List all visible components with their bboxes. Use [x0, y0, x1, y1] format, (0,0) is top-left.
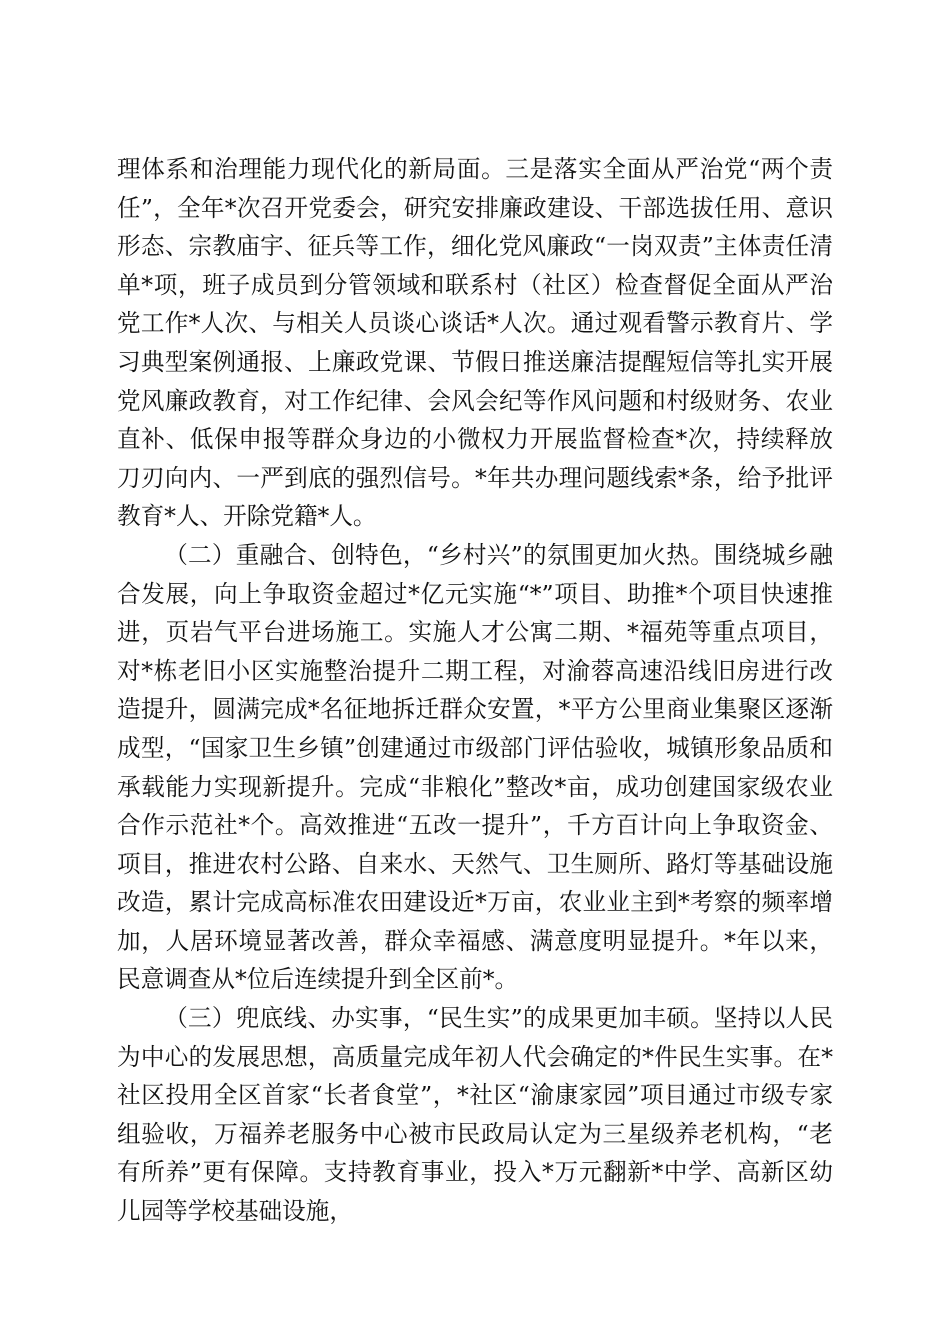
document-body [117, 150, 833, 1231]
paragraph-continuation: 理体系和治理能力现代化的新局面。三是落实全面从严治党“两个责任”，全年*次召开党委会，研究安排廉政建设、干部选拔任用、意识形态、宗教庙宇、征兵等工作，细化党风廉政“一岗双责”主体责任清单*项，班子成员到分管领域和联系村（社区）检查督促全面从严治党工作*人次、与相关人员谈心谈话*人次。通过观看警示教育片、学习典型案例通报、上廉政党课、节假日推送廉洁提醒短信等扎实开展党风廉政教育，对工作纪律、会风会纪等作风问题和村级财务、农业直补、低保申报等群众身边的小微权力开展监督检查*次，持续释放刀刃向内、一严到底的强烈信号。*年共办理问题线索*条，给予批评教育*人、开除党籍*人。 [117, 155, 833, 531]
paragraph-section-three: （三）兜底线、办实事，“民生实”的成果更加丰硕。坚持以人民为中心的发展思想，高质量完成年初人代会确定的*件民生实事。在*社区投用全区首家“长者食堂”，*社区“渝康家园”项目通过市级专家组验收，万福养老服务中心被市民政局认定为三星级养老机构，“老有所养”更有保障。支持教育事业，投入*万元翻新*中学、高新区幼儿园等学校基础设施， [117, 1004, 833, 1226]
paragraph-section-two: （二）重融合、创特色，“乡村兴”的氛围更加火热。围绕城乡融合发展，向上争取资金超过*亿元实施“*”项目、助推*个项目快速推进，页岩气平台进场施工。实施人才公寓二期、*福苑等重点项目，对*栋老旧小区实施整治提升二期工程，对渝蓉高速沿线旧房进行改造提升，圆满完成*名征地拆迁群众安置，*平方公里商业集聚区逐渐成型，“国家卫生乡镇”创建通过市级部门评估验收，城镇形象品质和承载能力实现新提升。完成“非粮化”整改*亩，成功创建国家级农业合作示范社*个。高效推进“五改一提升”，千方百计向上争取资金、项目，推进农村公路、自来水、天然气、卫生厕所、路灯等基础设施改造，累计完成高标准农田建设近*万亩，农业业主到*考察的频率增加，人居环境显著改善，群众幸福感、满意度明显提升。*年以来，民意调查从*位后连续提升到全区前*。 [117, 540, 833, 994]
